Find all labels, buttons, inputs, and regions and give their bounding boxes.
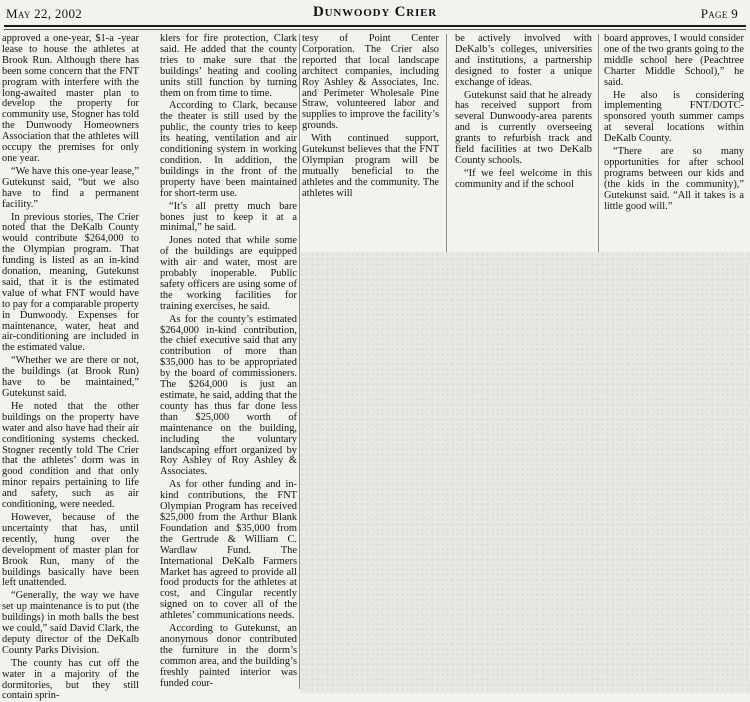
article-paragraph: approved a one-year, $1-a -year lease to house the athletes at Brook Run. Although there has been some concern that the FNT program with interfere with the long-awaited master plan to develop the property for community use, Stogner has told the Dunwoody Homeowners Association that the athletes will occupy the premises for only one year. [2,33,139,164]
article-paragraph: He also is considering implementing FNT/DOTC-sponsored youth summer camps at several locations within DeKalb County. [604,89,744,145]
header-rule-thin [4,29,746,30]
article-paragraph: As for other funding and in-kind contributions, the FNT Olympian Program has received $25,000 from the Arthur Blank Foundation and $35,000 from the Gertrude & William C. Wardlaw Fund. The International DeKalb Farmers Market has agreed to provide all food products for the athletes at cost, and Cingular recently signed on to cover all of the athletes’ communications needs. [160,479,297,622]
header-rule [4,25,746,27]
article-paragraph: In previous stories, The Crier noted that the DeKalb County would contribute $264,000 to the Olympian program. That funding is listed as an in-kind donation, meaning, Gutekunst said, that it is the estimated value of what FNT would have to pay for a comparable property in Dunwoody. Expenses for maintenance, water, heat and air-conditioning are included in the estimated value. [2,211,139,354]
article-paragraph: Gutekunst said that he already has received support from several Dunwoody-area parents and is currently overseeing grants to refurbish track and field facilities at two DeKalb County schools. [455,89,592,166]
article-paragraph: “We have this one-year lease,” Gutekunst said, “but we also have to find a permanent facility.” [2,165,139,210]
page-number: Page 9 [700,6,738,21]
article-paragraph: As for the county’s estimated $264,000 in-kind contribution, the chief executive said that any contribution of more than $35,000 has to be appropriated by the board of commissioners. The $264,000 is just an estimate, he said, adding that the county has thus far done less than $25,000 worth of maintenance on the building, including the voluntary landscaping effort organized by Roy Ashley of Roy Ashley & Associates. [160,313,297,478]
article-paragraph: “Generally, the way we have set up maintenance is to put (the buildings) in moth balls the best we could,” said David Clark, the deputy director of the DeKalb County Parks Division. [2,590,139,656]
article-paragraph: be actively involved with DeKalb’s colleges, universities and institutions, a partnership designed to foster a unique exchange of ideas. [455,33,592,88]
article-paragraph: “Whether we are there or not, the buildings (at Brook Run) have to be maintained,” Gutekunst said. [2,355,139,399]
article-paragraph: tesy of Point Center Corporation. The Crier also reported that local landscape architect companies, including Roy Ashley & Associates, Inc. and Perimeter Wholesale Pine Straw, volunteered labor and supplies to improve the facility’s grounds. [302,33,439,132]
article-paragraph: He noted that the other buildings on the property have water and also have had their air conditioning systems checked. Stogner recently told The Crier that the athletes’ dorm was in good condition and that only minor repairs pertaining to life and safety, such as air conditioning, were needed. [2,400,139,511]
article-paragraph: “There are so many opportunities for after school programs between our kids and (the kids in the community),” Gutekunst said. “All it takes is a little good will.” [604,146,744,212]
article-paragraph: However, because of the uncertainty that has, until recently, hung over the development of master plan for Brook Run, many of the buildings basically have been left unattended. [2,511,139,589]
article-paragraph: According to Gutekunst, an anonymous donor contributed the furniture in the dorm’s common area, and the building’s freshly painted interior was funded cour- [160,623,297,689]
article-paragraph: klers for fire protection, Clark said. He added that the county tries to make sure that the buildings’ heating and cooling units still function by turning them on from time to time. [160,33,297,99]
article-paragraph: board approves, I would consider one of the two grants going to the middle school here (Peachtree Charter Middle School),” he said. [604,33,744,88]
faded-photo-area [300,252,750,693]
article-paragraph: “If we feel welcome in this community and if the school [455,167,592,190]
article-column-2 [160,34,297,689]
article-paragraph: “It’s all pretty much bare bones just to keep it at a minimal,” he said. [160,200,297,234]
article-paragraph: According to Clark, because the theater is still used by the public, the county tries to keep its heating, ventilation and air conditioning system in working condition. In addition, the buildings in the front of the property have been maintained for short-term use. [160,100,297,199]
article-paragraph: Jones noted that while some of the buildings are equipped with air and water, most are probably inoperable. Public safety officers are using some of the working facilities for training exercises, he said. [160,235,297,312]
article-paragraph: With continued support, Gutekunst believes that the FNT Olympian program will be mutually beneficial to the athletes and the community. The athletes will [302,133,439,199]
article-paragraph: The county has cut off the water in a majority of the dormitories, but they still contain sprin- [2,657,139,702]
page-header [0,0,750,28]
article-column-1 [2,33,139,702]
publication-name: Dunwoody Crier [312,4,437,20]
issue-date: May 22, 2002 [6,6,83,21]
